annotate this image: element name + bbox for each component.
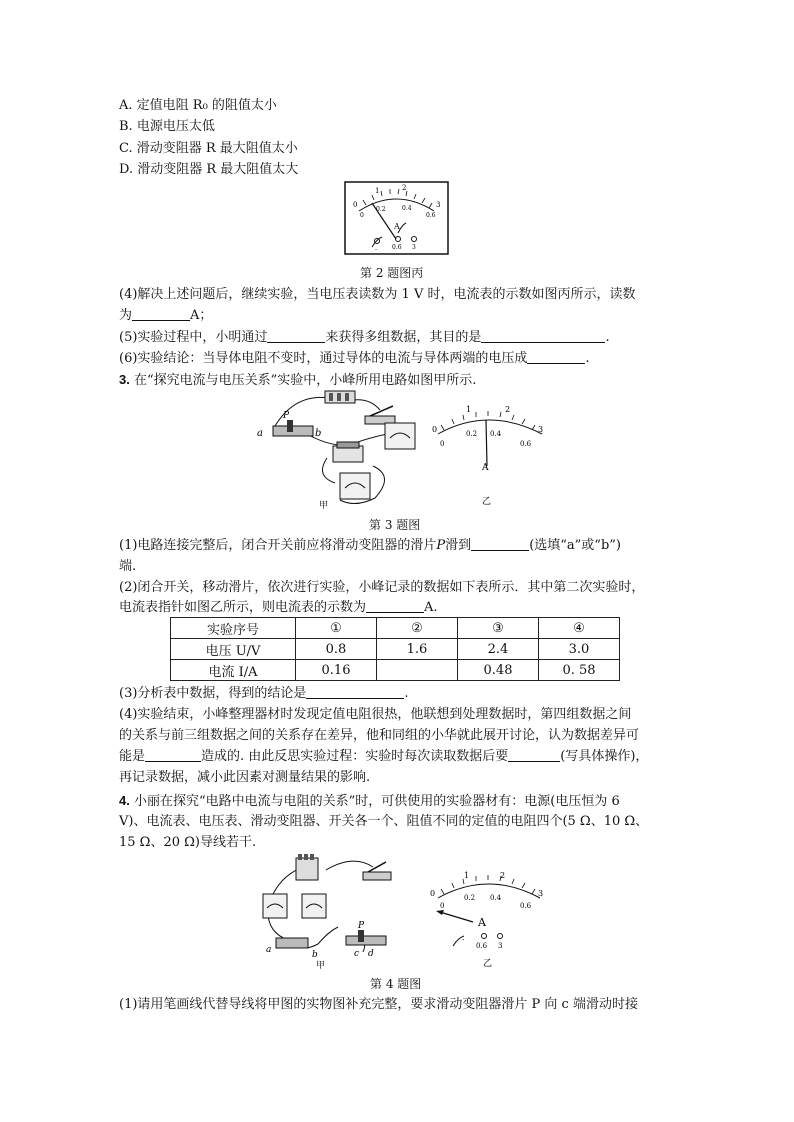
option-b: B. 电源电压太低 [119,119,215,134]
table-cell: 0. 58 [539,660,620,681]
fig4-scale-1: 1 [464,871,470,880]
q2-p4-wei: 为 [119,308,133,323]
q2-p6-b: . [585,351,590,366]
q3-p4-c: 能是 [119,749,146,764]
q3-p1-blank[interactable] [471,538,529,551]
q3-p4-d: 造成的. 由此反思实验过程：实验时每次读取数据后要 [201,749,509,764]
q2-p4-line1: (4)解决上述问题后，继续实验，当电压表读数为 1 V 时，电流表的示数如图丙所示，读数 [119,287,636,302]
q4-intro-a: 小丽在探究“电路中电流与电阻的关系”时，可供使用的实验器材有：电源(电压恒为 6 [129,794,620,809]
q3-p2-b: 电流表指针如图乙所示，则电流表的示数为 [119,600,367,615]
q3-p4-line1: (4)实验结束，小峰整理器材时发现定值电阻很热，他联想到处理数据时，第四组数据之间 [119,707,632,722]
fig2-unit: A [394,222,400,231]
table-cell: 0.8 [296,639,377,660]
q4-number: 4. [119,793,130,808]
table-cell: 0.16 [296,660,377,681]
q3-p2-c: A. [424,600,438,615]
q3-intro-text: 在“探究电流与电压关系”实验中，小峰所用电路如图甲所示. [129,373,477,388]
fig4-caption: 第 4 题图 [370,977,422,991]
q2-p6-blank[interactable] [527,351,585,364]
fig2-ammeter [344,181,449,255]
q3-p1-a: (1)电路连接完整后，闭合开关前应将滑动变阻器的滑片 [119,538,437,553]
table-row [171,618,620,639]
fig3-scale-2: 2 [505,405,511,414]
fig2-scale-3: 3 [436,201,441,209]
table-cell: ④ [539,618,620,639]
fig2-scale-b2: 0.4 [402,205,412,212]
fig4-label-jia: 甲 [316,961,326,970]
q3-p3 [119,686,409,702]
q3-p4-line4: 再记录数据，减小此因素对测量结果的影响. [119,770,371,785]
q2-p5-blank1[interactable] [267,330,325,343]
fig3-label-p: P [283,411,290,421]
table-cell: ③ [458,618,539,639]
fig2-caption: 第 2 题图丙 [360,266,424,280]
fig2-scale-b3: 0.6 [426,212,436,219]
fig3-label-jia: 甲 [319,501,329,511]
q3-p1-line1 [119,538,621,554]
option-a: A. 定值电阻 R₀ 的阻值太小 [119,98,277,113]
option-c: C. 滑动变阻器 R 最大阻值太小 [119,141,298,156]
fig3-label-yi: 乙 [482,497,492,507]
fig3-unit: A [482,463,489,473]
q2-p5-blank2[interactable] [481,330,605,343]
q4-intro-line3: 15 Ω、20 Ω)导线若干. [119,835,257,850]
q4-p1: (1)请用笔画线代替导线将甲图的实物图补充完整，要求滑动变阻器滑片 P 向 c 端滑动时接 [119,997,638,1012]
q3-p1-e: 端. [119,559,137,574]
fig4-unit: A [478,916,486,929]
q3-p3-b: . [404,686,409,701]
q2-p4-line2 [119,308,212,324]
q4-intro-line1 [119,793,620,810]
table-cell[interactable] [377,660,458,681]
fig3-label-a: a [257,428,263,439]
fig3-scale-b0: 0 [440,440,445,448]
fig4-term-06: 0.6 [476,942,488,950]
table-cell: 实验序号 [171,618,296,639]
q3-p4-blank1[interactable] [145,749,201,762]
fig4-scale-b2: 0.4 [490,894,502,902]
q2-p5-c: . [605,330,610,345]
fig2-term-3: 3 [412,244,416,251]
fig4-ammeter-yi [428,870,548,970]
q3-p2-line1: (2)闭合开关，移动滑片，依次进行实验，小峰记录的数据如下表所示．其中第二次实验时， [119,580,645,595]
fig4-label-d: d [368,949,374,959]
option-d: D. 滑动变阻器 R 最大阻值太大 [119,162,299,177]
table-row [171,660,620,681]
q3-p3-a: (3)分析表中数据，得到的结论是 [119,686,307,701]
q3-p4-line2: 的关系与前三组数据之间的关系存在差异，他和同组的小华就此展开讨论，认为数据差异可 [119,728,640,743]
fig3-scale-0: 0 [432,425,438,434]
fig4-scale-b1: 0.2 [464,894,476,902]
table-cell: 0.48 [458,660,539,681]
fig4-circuit-jia [258,852,408,970]
fig3-scale-b2: 0.4 [490,430,502,438]
table-row [171,639,620,660]
table-cell: 电流 I/A [171,660,296,681]
q2-p5 [119,330,610,346]
fig4-scale-3: 3 [538,889,544,898]
q3-p4-line3 [119,749,648,765]
fig4-scale-2: 2 [500,871,506,880]
q3-data-table [170,617,620,681]
q3-p2-line2 [119,600,438,616]
table-cell: 电压 U/V [171,639,296,660]
fig4-term-neg: - [462,936,465,944]
fig3-scale-b3: 0.6 [520,440,532,448]
fig2-scale-0: 0 [353,201,358,209]
fig2-scale-b1: 0.2 [376,206,386,213]
q2-p5-a: (5)实验过程中，小明通过 [119,330,268,345]
q3-intro [119,372,476,389]
fig2-term-06: 0.6 [392,244,402,251]
fig2-scale-2: 2 [402,184,407,192]
fig4-label-p: P [358,921,365,931]
q2-p6-a: (6)实验结论：当导体电阻不变时，通过导体的电流与导体两端的电压成 [119,351,528,366]
q3-number: 3. [119,372,130,387]
q3-p4-blank2[interactable] [508,749,560,762]
fig4-label-b: b [312,950,318,960]
table-cell: ② [377,618,458,639]
q3-p2-blank[interactable] [366,600,424,613]
fig4-scale-b0: 0 [440,902,445,910]
q2-p6 [119,351,590,367]
fig3-caption: 第 3 题图 [369,518,421,532]
fig2-scale-1: 1 [375,187,380,195]
table-cell: 2.4 [458,639,539,660]
fig2-scale-b0: 0 [360,212,364,219]
q4-intro-line2: V)、电流表、电压表、滑动变阻器、开关各一个、阻值不同的定值的电阻四个(5 Ω、10 Ω、 [119,814,649,829]
q3-p3-blank[interactable] [306,686,404,699]
q2-p5-b: 来获得多组数据，其目的是 [325,330,482,345]
fig3-ammeter-yi [430,404,550,508]
fig4-label-yi: 乙 [483,959,493,969]
table-cell: ① [296,618,377,639]
table-cell: 1.6 [377,639,458,660]
fig4-scale-b3: 0.6 [520,902,532,910]
q3-p1-c: 滑到 [445,538,472,553]
fig3-circuit-jia [255,388,425,513]
fig2-term-neg: - [375,246,378,253]
q2-p4-blank[interactable] [132,308,190,321]
fig4-label-c: c [354,949,360,959]
fig4-term-3: 3 [498,942,503,950]
q2-p4-unit: A； [190,308,213,323]
q3-p1-d: (选填“a”或“b”) [529,538,621,553]
fig3-scale-1: 1 [466,405,472,414]
fig4-label-a: a [266,945,272,955]
fig3-label-b: b [315,428,322,439]
fig3-scale-b1: 0.2 [466,430,478,438]
q3-p4-e: (写具体操作)， [560,749,649,764]
fig3-scale-3: 3 [538,425,544,434]
q3-p1-p: P [436,538,446,553]
table-cell: 3.0 [539,639,620,660]
fig4-scale-0: 0 [430,889,436,898]
